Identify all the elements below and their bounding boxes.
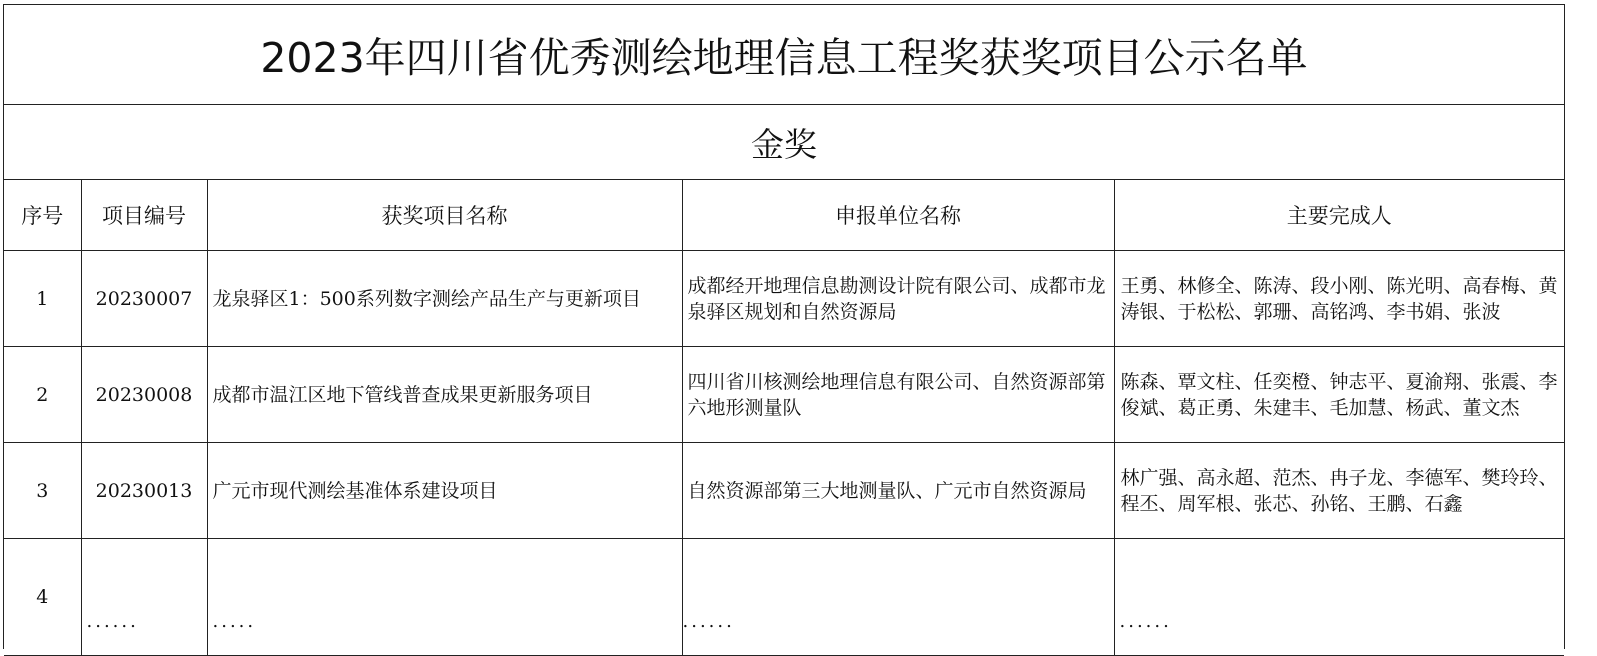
column-header-project: 获奖项目名称 <box>207 180 682 251</box>
people-cell: 王勇、林修全、陈涛、段小刚、陈光明、高春梅、黄涛银、于松松、郭珊、高铭鸿、李书娟、张波 <box>1114 251 1564 347</box>
award-level-heading: 金奖 <box>4 105 1564 180</box>
award-list-sheet <box>3 4 1565 649</box>
project-code-cell: 20230007 <box>81 251 207 347</box>
unit-name-cell: 成都经开地理信息勘测设计院有限公司、成都市龙泉驿区规划和自然资源局 <box>682 251 1114 347</box>
table-row <box>4 347 1564 443</box>
column-header-index: 序号 <box>4 180 81 251</box>
column-header-unit: 申报单位名称 <box>682 180 1114 251</box>
unit-name-cell: 自然资源部第三大地测量队、广元市自然资源局 <box>682 443 1114 539</box>
column-header-people: 主要完成人 <box>1114 180 1564 251</box>
award-table <box>4 180 1564 656</box>
table-row <box>4 443 1564 539</box>
project-name-cell: 成都市温江区地下管线普查成果更新服务项目 <box>207 347 682 443</box>
project-code-cell: 20230008 <box>81 347 207 443</box>
project-code-cell: ...... <box>81 539 207 656</box>
project-code-cell: 20230013 <box>81 443 207 539</box>
project-name-cell: 广元市现代测绘基准体系建设项目 <box>207 443 682 539</box>
table-row <box>4 539 1564 656</box>
unit-name-cell: ...... <box>682 539 1114 656</box>
project-name-cell: 龙泉驿区1：500系列数字测绘产品生产与更新项目 <box>207 251 682 347</box>
people-cell: 林广强、高永超、范杰、冉子龙、李德军、樊玲玲、程丕、周军根、张芯、孙铭、王鹏、石鑫 <box>1114 443 1564 539</box>
page-title: 2023年四川省优秀测绘地理信息工程奖获奖项目公示名单 <box>4 5 1564 105</box>
people-cell: ...... <box>1114 539 1564 656</box>
column-header-code: 项目编号 <box>81 180 207 251</box>
row-index-cell: 4 <box>4 539 81 656</box>
project-name-cell: ..... <box>207 539 682 656</box>
row-index-cell: 2 <box>4 347 81 443</box>
table-row <box>4 251 1564 347</box>
table-header-row <box>4 180 1564 251</box>
unit-name-cell: 四川省川核测绘地理信息有限公司、自然资源部第六地形测量队 <box>682 347 1114 443</box>
people-cell: 陈森、覃文柱、任奕橙、钟志平、夏渝翔、张震、李俊斌、葛正勇、朱建丰、毛加慧、杨武、董文杰 <box>1114 347 1564 443</box>
row-index-cell: 1 <box>4 251 81 347</box>
row-index-cell: 3 <box>4 443 81 539</box>
